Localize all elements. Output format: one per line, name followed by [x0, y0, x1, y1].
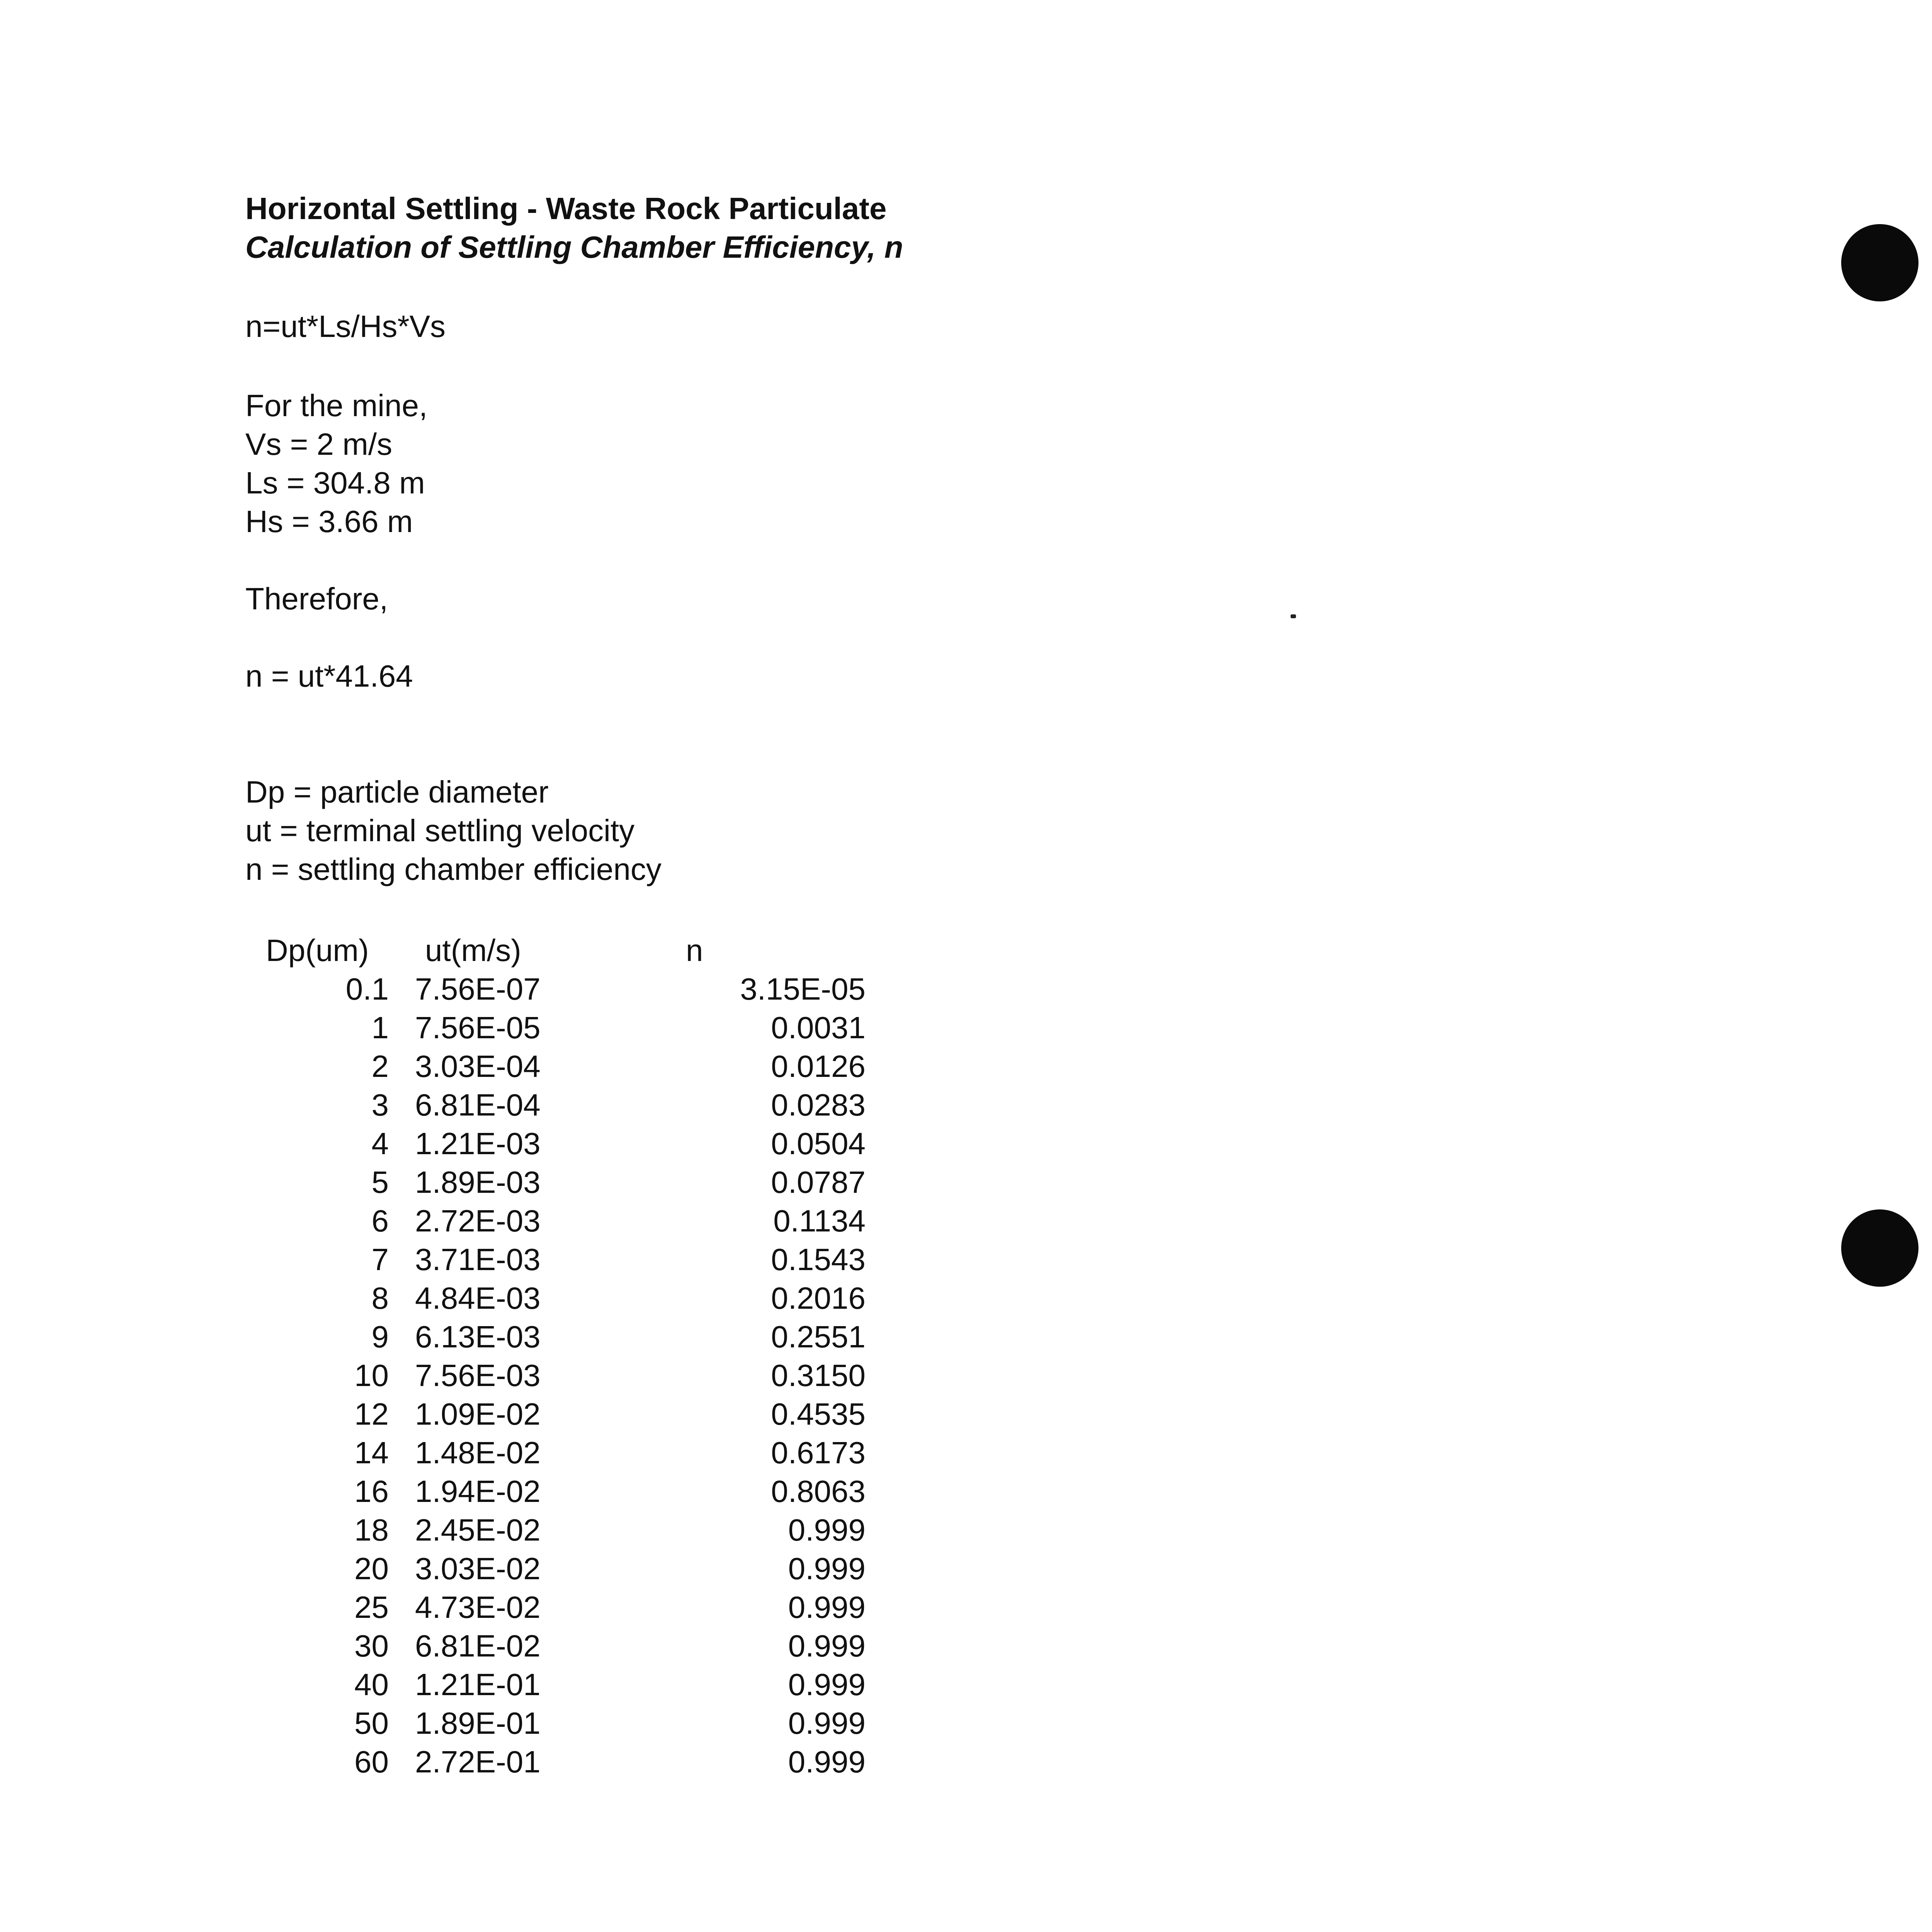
- cell-n: 0.999: [788, 1629, 866, 1663]
- cell-dp: 25: [354, 1590, 389, 1624]
- cell-ut: 6.13E-03: [415, 1320, 541, 1354]
- table-row: [247, 1553, 866, 1592]
- table-row: [247, 1476, 866, 1515]
- cell-n: 0.999: [788, 1745, 866, 1779]
- cell-ut: 7.56E-05: [415, 1010, 541, 1045]
- cell-n: 0.999: [788, 1513, 866, 1547]
- cell-dp: 30: [354, 1629, 389, 1663]
- cell-dp: 6: [371, 1204, 389, 1238]
- cell-ut: 2.45E-02: [415, 1513, 541, 1547]
- header-n: n: [686, 933, 703, 968]
- efficiency-formula: n=ut*Ls/Hs*Vs: [245, 309, 446, 344]
- table-row: [247, 1167, 866, 1206]
- table-row: [247, 1592, 866, 1631]
- cell-n: 0.999: [788, 1706, 866, 1740]
- for-the-mine-label: For the mine,: [245, 388, 428, 423]
- cell-dp: 60: [354, 1745, 389, 1779]
- cell-n: 0.0787: [771, 1165, 866, 1199]
- cell-n: 3.15E-05: [740, 972, 866, 1006]
- cell-ut: 7.56E-07: [415, 972, 541, 1006]
- cell-dp: 10: [354, 1358, 389, 1393]
- table-row: [247, 1515, 866, 1553]
- table-row: [247, 1244, 866, 1283]
- document-subtitle: Calculation of Settling Chamber Efficiency, n: [245, 230, 903, 264]
- cell-ut: 1.09E-02: [415, 1397, 541, 1431]
- table-row: [247, 1090, 866, 1128]
- cell-ut: 2.72E-01: [415, 1745, 541, 1779]
- cell-n: 0.999: [788, 1590, 866, 1624]
- cell-n: 0.2551: [771, 1320, 866, 1354]
- cell-dp: 5: [371, 1165, 389, 1199]
- table-row: [247, 1012, 866, 1051]
- cell-ut: 6.81E-02: [415, 1629, 541, 1663]
- settling-efficiency-table: [247, 935, 866, 1785]
- cell-ut: 1.48E-02: [415, 1435, 541, 1470]
- table-header-row: [247, 935, 866, 974]
- definition-ut: ut = terminal settling velocity: [245, 813, 635, 848]
- table-row: [247, 1051, 866, 1090]
- cell-ut: 7.56E-03: [415, 1358, 541, 1393]
- table-row: [247, 1437, 866, 1476]
- cell-dp: 7: [371, 1242, 389, 1277]
- cell-ut: 1.94E-02: [415, 1474, 541, 1509]
- table-row: [247, 1708, 866, 1747]
- vs-value: Vs = 2 m/s: [245, 427, 393, 461]
- table-row: [247, 1206, 866, 1244]
- cell-ut: 6.81E-04: [415, 1088, 541, 1122]
- table-row: [247, 1321, 866, 1360]
- definition-dp: Dp = particle diameter: [245, 775, 549, 809]
- cell-n: 0.0126: [771, 1049, 866, 1083]
- definition-n: n = settling chamber efficiency: [245, 852, 662, 886]
- cell-n: 0.0031: [771, 1010, 866, 1045]
- table-row: [247, 1631, 866, 1669]
- binder-hole-middle: [1841, 1209, 1918, 1287]
- cell-dp: 2: [371, 1049, 389, 1083]
- hs-value: Hs = 3.66 m: [245, 504, 413, 539]
- cell-n: 0.3150: [771, 1358, 866, 1393]
- cell-n: 0.1134: [773, 1204, 866, 1238]
- cell-ut: 1.21E-03: [415, 1126, 541, 1161]
- document-title: Horizontal Settling - Waste Rock Particulate: [245, 191, 887, 226]
- header-dp: Dp(um): [266, 933, 369, 968]
- table-row: [247, 1360, 866, 1399]
- cell-n: 0.999: [788, 1551, 866, 1586]
- cell-dp: 50: [354, 1706, 389, 1740]
- cell-n: 0.6173: [771, 1435, 866, 1470]
- cell-ut: 4.73E-02: [415, 1590, 541, 1624]
- cell-ut: 1.89E-01: [415, 1706, 541, 1740]
- cell-n: 0.0504: [771, 1126, 866, 1161]
- table-row: [247, 1399, 866, 1437]
- cell-dp: 18: [354, 1513, 389, 1547]
- cell-dp: 40: [354, 1667, 389, 1702]
- cell-dp: 20: [354, 1551, 389, 1586]
- cell-n: 0.999: [788, 1667, 866, 1702]
- cell-dp: 1: [371, 1010, 389, 1045]
- table-row: [247, 1128, 866, 1167]
- cell-dp: 3: [371, 1088, 389, 1122]
- cell-ut: 2.72E-03: [415, 1204, 541, 1238]
- cell-ut: 4.84E-03: [415, 1281, 541, 1315]
- cell-n: 0.4535: [771, 1397, 866, 1431]
- binder-hole-top: [1841, 224, 1918, 301]
- cell-ut: 1.89E-03: [415, 1165, 541, 1199]
- cell-ut: 3.71E-03: [415, 1242, 541, 1277]
- cell-dp: 9: [371, 1320, 389, 1354]
- ls-value: Ls = 304.8 m: [245, 466, 425, 500]
- cell-ut: 3.03E-04: [415, 1049, 541, 1083]
- cell-dp: 0.1: [345, 972, 389, 1006]
- scan-speck: [1291, 614, 1296, 618]
- cell-ut: 1.21E-01: [415, 1667, 541, 1702]
- table-row: [247, 974, 866, 1012]
- cell-n: 0.8063: [771, 1474, 866, 1509]
- cell-dp: 16: [354, 1474, 389, 1509]
- cell-n: 0.1543: [771, 1242, 866, 1277]
- cell-n: 0.2016: [771, 1281, 866, 1315]
- therefore-label: Therefore,: [245, 582, 388, 616]
- cell-dp: 14: [354, 1435, 389, 1470]
- table-row: [247, 1283, 866, 1321]
- cell-n: 0.0283: [771, 1088, 866, 1122]
- cell-ut: 3.03E-02: [415, 1551, 541, 1586]
- table-row: [247, 1669, 866, 1708]
- table-row: [247, 1747, 866, 1785]
- result-formula: n = ut*41.64: [245, 659, 413, 693]
- cell-dp: 4: [371, 1126, 389, 1161]
- header-ut: ut(m/s): [425, 933, 521, 968]
- cell-dp: 12: [354, 1397, 389, 1431]
- cell-dp: 8: [371, 1281, 389, 1315]
- table-body: [247, 974, 866, 1785]
